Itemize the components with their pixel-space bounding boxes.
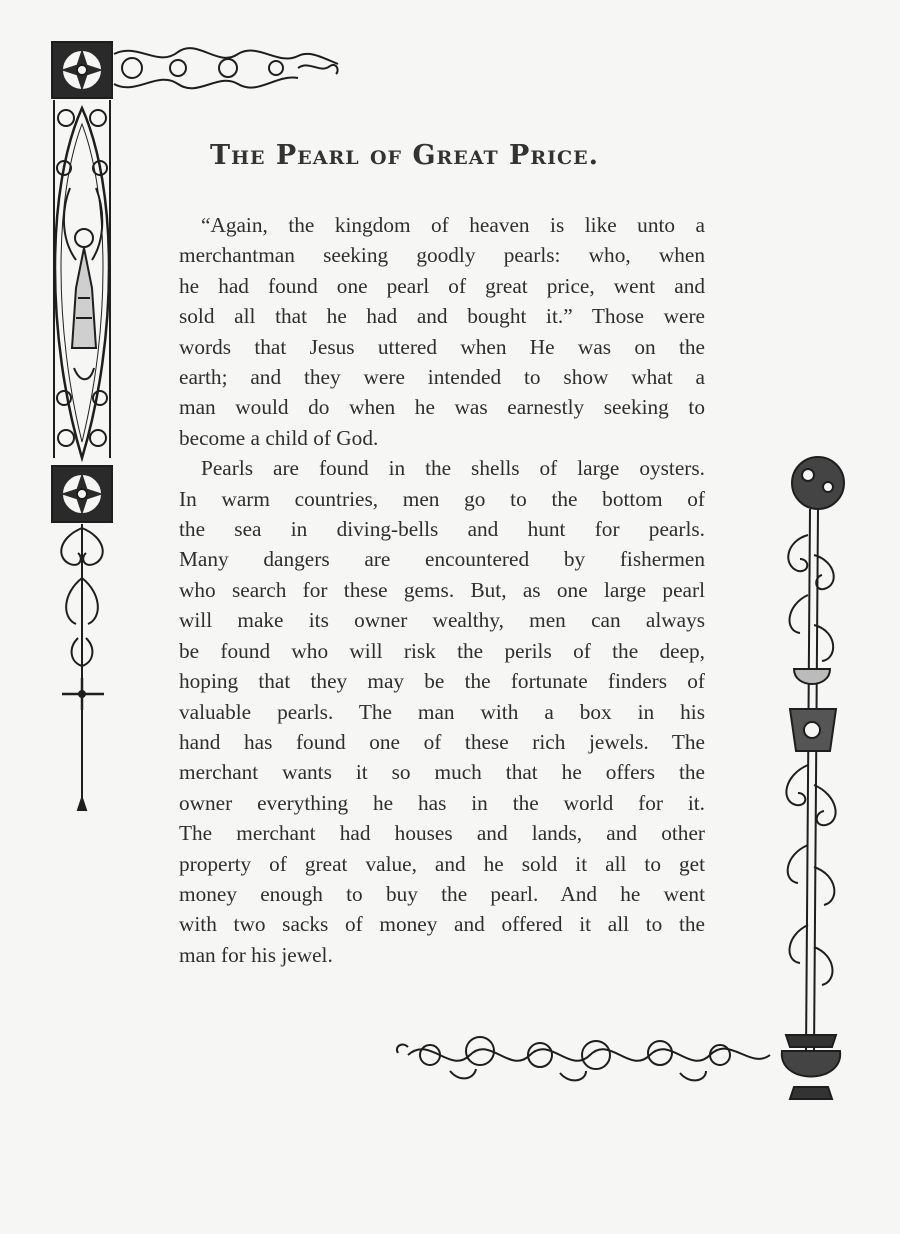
text-line: The merchant had houses and lands, and other [179,821,705,846]
text-line: owner everything he has in the world for it. [179,790,705,815]
text-line: will make its owner wealthy, men can always [179,608,705,633]
text-line: words that Jesus uttered when He was on the [179,334,705,359]
text-line: valuable pearls. The man with a box in his [179,699,705,724]
text-line: merchantman seeking goodly pearls: who, when [179,243,705,268]
paragraph-2 [179,453,705,970]
paragraph-1 [179,210,705,453]
text-line: sold all that he had and bought it.” Those were [179,304,705,329]
text-line: man would do when he was earnestly seeking to [179,395,705,420]
body-text [179,210,705,970]
text-line: who search for these gems. But, as one large pearl [179,577,705,602]
text-line: Many dangers are encountered by fishermen [179,547,705,572]
text-line: property of great value, and he sold it all to get [179,851,705,876]
text-line: earth; and they were intended to show what a [179,365,705,390]
text-line: hoping that they may be the fortunate finders of [179,669,705,694]
text-line: the sea in diving-bells and hunt for pearls. [179,517,705,542]
text-line: merchant wants it so much that he offers the [179,760,705,785]
page-title: The Pearl of Great Price. [210,140,599,171]
text-line: “Again, the kingdom of heaven is like unto a [201,213,705,237]
text-line: Pearls are found in the shells of large oysters. [201,456,705,481]
text-line: In warm countries, men go to the bottom of [179,486,705,511]
text-line: be found who will risk the perils of the deep, [179,638,705,663]
text-line: money enough to buy the pearl. And he went [179,881,705,906]
text-line: hand has found one of these rich jewels. The [179,729,705,754]
text-line: become a child of God. [179,425,379,450]
text-line: he had found one pearl of great price, went and [179,273,705,298]
text-line: man for his jewel. [179,942,333,967]
text-line: with two sacks of money and offered it all to the [179,912,705,937]
